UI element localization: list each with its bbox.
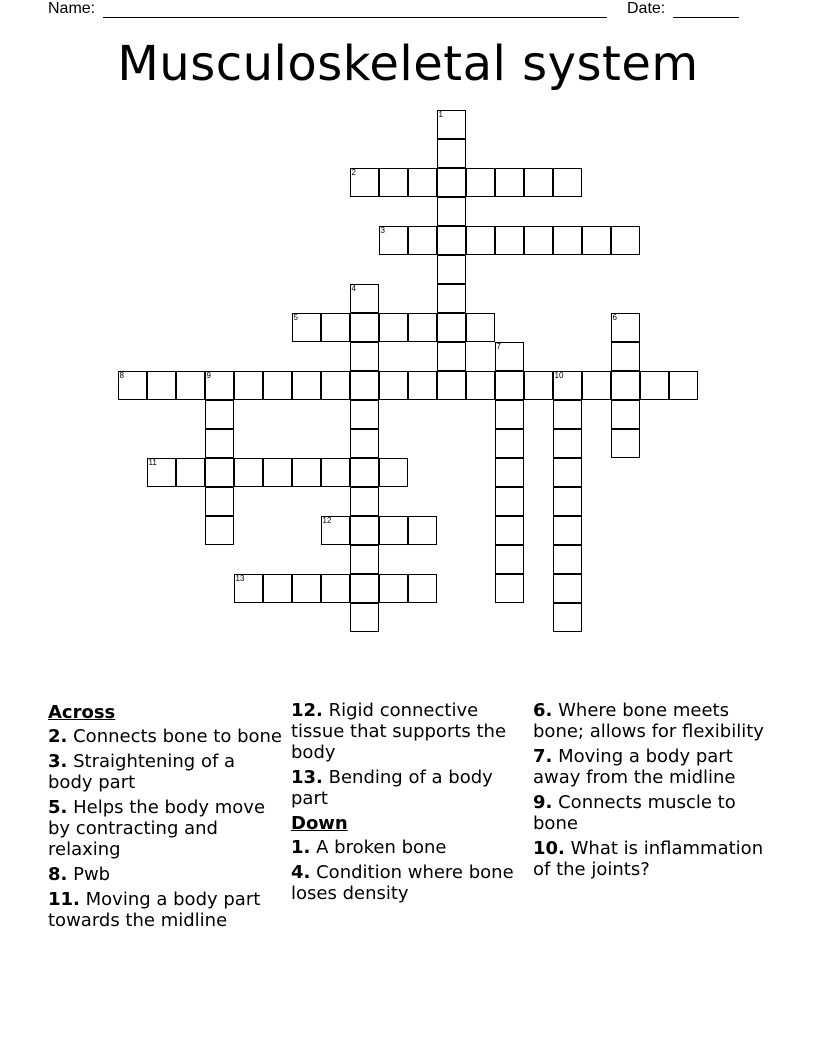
grid-cell[interactable] (205, 516, 234, 545)
grid-cell[interactable] (553, 429, 582, 458)
grid-cell[interactable] (437, 371, 466, 400)
grid-cell[interactable] (611, 226, 640, 255)
clue-number: 6 (612, 312, 617, 322)
grid-cell[interactable] (553, 371, 582, 400)
grid-cell[interactable] (147, 458, 176, 487)
grid-cell[interactable] (495, 574, 524, 603)
grid-cell[interactable] (495, 516, 524, 545)
clue-number: 7 (496, 341, 501, 351)
clue-down-4: 4. Condition where bone loses density (291, 862, 514, 904)
grid-cell[interactable] (292, 458, 321, 487)
grid-cell[interactable] (379, 313, 408, 342)
grid-cell[interactable] (350, 168, 379, 197)
grid-cell[interactable] (350, 458, 379, 487)
grid-cell[interactable] (437, 139, 466, 168)
grid-cell[interactable] (408, 168, 437, 197)
grid-cell[interactable] (234, 458, 263, 487)
grid-cell[interactable] (669, 371, 698, 400)
grid-cell[interactable] (350, 284, 379, 313)
grid-cell[interactable] (292, 313, 321, 342)
clue-number: 11 (148, 457, 157, 467)
grid-cell[interactable] (350, 313, 379, 342)
name-label: Name: (48, 0, 96, 17)
grid-cell[interactable] (495, 371, 524, 400)
grid-cell[interactable] (437, 110, 466, 139)
grid-cell[interactable] (611, 371, 640, 400)
grid-cell[interactable] (408, 371, 437, 400)
grid-cell[interactable] (321, 574, 350, 603)
grid-cell[interactable] (466, 313, 495, 342)
grid-cell[interactable] (205, 429, 234, 458)
grid-cell[interactable] (437, 313, 466, 342)
clue-number: 10 (554, 370, 564, 380)
clue-number: 5 (293, 312, 298, 322)
grid-cell[interactable] (321, 458, 350, 487)
grid-cell[interactable] (350, 545, 379, 574)
clue-number: 12 (322, 515, 332, 525)
grid-cell[interactable] (205, 371, 234, 400)
grid-cell[interactable] (553, 545, 582, 574)
grid-cell[interactable] (205, 400, 234, 429)
grid-cell[interactable] (524, 226, 553, 255)
grid-cell[interactable] (611, 342, 640, 371)
grid-cell[interactable] (350, 603, 379, 632)
clue-across-2: 2. Connects bone to bone (48, 726, 282, 747)
grid-cell[interactable] (408, 226, 437, 255)
grid-cell[interactable] (321, 313, 350, 342)
clue-number: 9 (206, 370, 211, 380)
grid-cell[interactable] (495, 400, 524, 429)
grid-cell[interactable] (437, 168, 466, 197)
grid-cell[interactable] (408, 574, 437, 603)
grid-cell[interactable] (437, 255, 466, 284)
grid-cell[interactable] (466, 371, 495, 400)
clue-down-1: 1. A broken bone (291, 837, 447, 858)
clues-column-1 (48, 700, 284, 935)
grid-cell[interactable] (553, 603, 582, 632)
grid-cell[interactable] (147, 371, 176, 400)
grid-cell[interactable] (176, 458, 205, 487)
clue-across-13: 13. Bending of a body part (291, 767, 493, 809)
grid-cell[interactable] (205, 487, 234, 516)
grid-cell[interactable] (495, 458, 524, 487)
grid-cell[interactable] (553, 516, 582, 545)
grid-cell[interactable] (379, 226, 408, 255)
grid-cell[interactable] (553, 574, 582, 603)
clue-across-12: 12. Rigid connective tissue that supports the body (291, 700, 507, 763)
clue-across-5: 5. Helps the body move by contracting and relaxing (48, 797, 266, 860)
grid-cell[interactable] (524, 168, 553, 197)
down-heading: Down (291, 813, 348, 834)
grid-cell[interactable] (292, 371, 321, 400)
grid-cell[interactable] (350, 516, 379, 545)
grid-cell[interactable] (379, 458, 408, 487)
clue-down-6: 6. Where bone meets bone; allows for flexibility (533, 700, 764, 742)
grid-cell[interactable] (350, 371, 379, 400)
grid-cell[interactable] (350, 400, 379, 429)
grid-cell[interactable] (437, 197, 466, 226)
grid-cell[interactable] (495, 168, 524, 197)
grid-cell[interactable] (118, 371, 147, 400)
grid-cell[interactable] (205, 458, 234, 487)
page-title: Musculoskeletal system (117, 36, 699, 92)
grid-cell[interactable] (495, 429, 524, 458)
grid-cell[interactable] (379, 516, 408, 545)
across-heading: Across (48, 702, 116, 723)
grid-cell[interactable] (437, 342, 466, 371)
grid-cell[interactable] (466, 226, 495, 255)
grid-cell[interactable] (524, 371, 553, 400)
grid-cell[interactable] (263, 574, 292, 603)
clue-number: 4 (351, 283, 356, 293)
clue-down-9: 9. Connects muscle to bone (533, 792, 736, 834)
grid-cell[interactable] (553, 168, 582, 197)
grid-cell[interactable] (350, 487, 379, 516)
grid-cell[interactable] (321, 516, 350, 545)
grid-cell[interactable] (495, 487, 524, 516)
grid-cell[interactable] (582, 226, 611, 255)
clue-number: 8 (119, 370, 124, 380)
grid-cell[interactable] (553, 487, 582, 516)
clue-across-11: 11. Moving a body part towards the midline (48, 889, 261, 931)
grid-cell[interactable] (234, 371, 263, 400)
grid-cell[interactable] (611, 400, 640, 429)
grid-cell[interactable] (234, 574, 263, 603)
grid-cell[interactable] (263, 371, 292, 400)
clues-column-2 (291, 700, 527, 908)
grid-cell[interactable] (553, 400, 582, 429)
clues-column-3 (533, 700, 769, 884)
grid-cell[interactable] (379, 168, 408, 197)
clue-number: 2 (351, 167, 356, 177)
clue-number: 13 (235, 573, 245, 583)
clue-down-7: 7. Moving a body part away from the midline (533, 746, 736, 788)
grid-cell[interactable] (495, 226, 524, 255)
grid-cell[interactable] (437, 226, 466, 255)
grid-cell[interactable] (350, 574, 379, 603)
grid-cell[interactable] (379, 574, 408, 603)
grid-cell[interactable] (640, 371, 669, 400)
grid-cell[interactable] (437, 284, 466, 313)
date-label: Date: (627, 0, 666, 17)
grid-cell[interactable] (263, 458, 292, 487)
clue-number: 1 (438, 109, 443, 119)
grid-cell[interactable] (553, 226, 582, 255)
grid-cell[interactable] (553, 458, 582, 487)
clue-number: 3 (380, 225, 385, 235)
clue-across-8: 8. Pwb (48, 864, 111, 885)
grid-cell[interactable] (611, 429, 640, 458)
grid-cell[interactable] (292, 574, 321, 603)
clue-across-3: 3. Straightening of a body part (48, 751, 236, 793)
grid-cell[interactable] (611, 313, 640, 342)
grid-cell[interactable] (321, 371, 350, 400)
grid-cell[interactable] (379, 371, 408, 400)
grid-cell[interactable] (408, 516, 437, 545)
grid-cell[interactable] (176, 371, 205, 400)
grid-cell[interactable] (466, 168, 495, 197)
grid-cell[interactable] (408, 313, 437, 342)
grid-cell[interactable] (495, 342, 524, 371)
grid-cell[interactable] (350, 342, 379, 371)
clue-down-10: 10. What is inflammation of the joints? (533, 838, 764, 880)
grid-cell[interactable] (350, 429, 379, 458)
grid-cell[interactable] (495, 545, 524, 574)
grid-cell[interactable] (582, 371, 611, 400)
